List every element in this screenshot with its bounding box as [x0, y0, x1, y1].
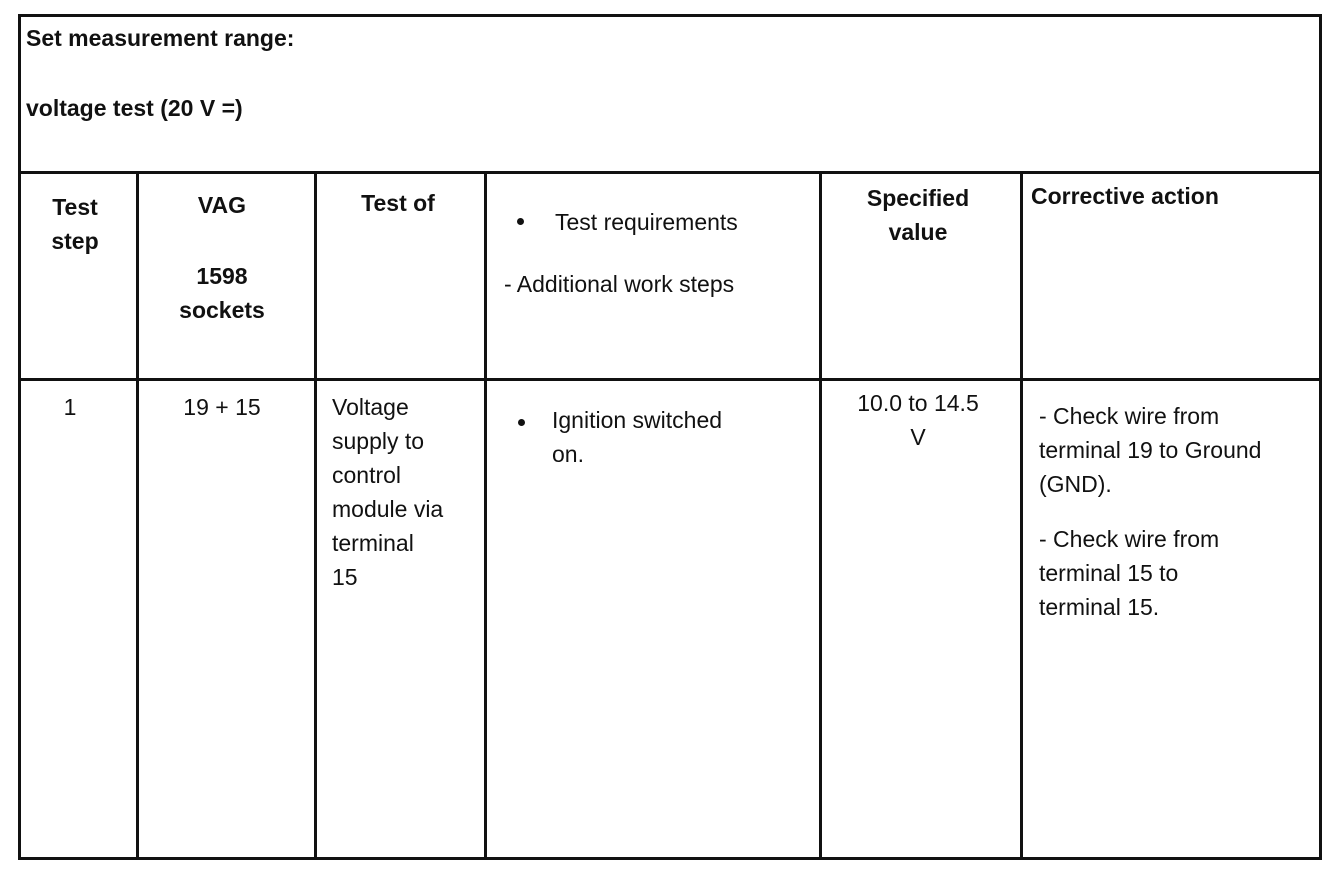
test-of-header: Test of — [361, 190, 435, 216]
row-corrective-action-1: - Check wire from terminal 19 to Ground (GND). — [1039, 403, 1262, 497]
column-divider-4 — [819, 172, 822, 860]
row-test-requirements: Ignition switched on. — [552, 407, 723, 467]
row-test-step: 1 — [63, 394, 77, 420]
column-divider-2 — [314, 172, 317, 860]
header-divider — [18, 171, 1322, 174]
additional-work-steps-header: - Additional work steps — [504, 271, 735, 297]
bullet-icon — [517, 218, 524, 225]
column-divider-1 — [136, 172, 139, 860]
vag-header: VAG — [197, 192, 247, 218]
row-specified-value: 10.0 to 14.5 V — [857, 390, 979, 450]
voltage-test-label: voltage test (20 V =) — [26, 95, 243, 121]
column-header-divider — [18, 378, 1322, 381]
row-corrective-action-2: - Check wire from terminal 15 to terminal 15. — [1039, 526, 1220, 620]
vag-sockets-header: 1598 sockets — [179, 263, 265, 323]
row-test-of: Voltage supply to control module via terminal 15 — [332, 394, 444, 590]
specified-value-header: Specified value — [866, 185, 970, 245]
test-step-header: Test step — [51, 194, 99, 254]
test-requirements-header: Test requirements — [555, 209, 738, 235]
corrective-action-header: Corrective action — [1031, 183, 1219, 209]
column-divider-5 — [1020, 172, 1023, 860]
bullet-icon — [518, 419, 525, 426]
column-divider-3 — [484, 172, 487, 860]
row-vag-sockets: 19 + 15 — [183, 394, 261, 420]
measurement-range-heading: Set measurement range: — [26, 25, 295, 51]
